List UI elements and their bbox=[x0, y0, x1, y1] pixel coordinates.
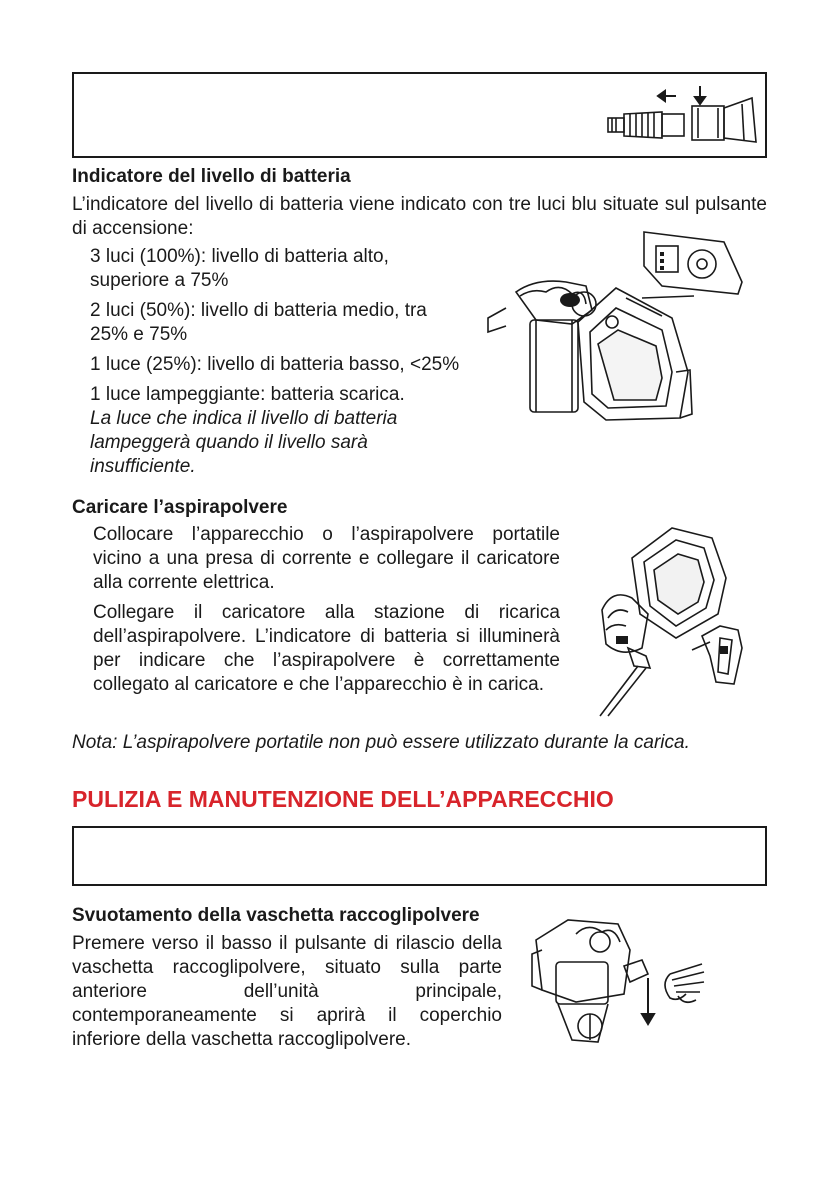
battery-level-item: 3 luci (100%): livello di batteria alto, superiore a 75% bbox=[90, 246, 389, 291]
battery-note: La luce che indica il livello di batteria lampeggerà quando il livello sarà insufficiente. bbox=[90, 408, 398, 477]
battery-levels-list bbox=[90, 245, 486, 479]
battery-level-item: 1 luce lampeggiante: batteria scarica. bbox=[90, 384, 405, 405]
battery-heading: Indicatore del livello di batteria bbox=[72, 166, 351, 187]
charging-paragraph-2: Collegare il caricatore alla stazione di ricarica dell’aspirapolvere. L’indicatore di batteria si illuminerà per indicare che l’aspirapolvere è correttamente collegato al caricatore e che l’apparecchio è in carica. bbox=[93, 602, 560, 695]
cleaning-info-box bbox=[72, 826, 767, 886]
charging-paragraph-1: Collocare l’apparecchio o l’aspirapolvere portatile vicino a una presa di corrente e collegare il caricatore alla corrente elettrica. bbox=[93, 524, 560, 593]
charging-note: Nota: L’aspirapolvere portatile non può essere utilizzato durante la carica. bbox=[72, 732, 690, 753]
battery-intro: L’indicatore del livello di batteria viene indicato con tre luci blu situate sul pulsante di accensione: bbox=[72, 194, 767, 239]
empty-bin-heading: Svuotamento della vaschetta raccoglipolvere bbox=[72, 905, 480, 926]
vacuum-charging-illustration bbox=[592, 518, 772, 718]
top-info-box bbox=[72, 72, 767, 158]
dust-bin-release-illustration bbox=[528, 910, 708, 1060]
charging-body bbox=[93, 523, 560, 697]
battery-level-item: 1 luce (25%): livello di batteria basso, <25% bbox=[90, 354, 460, 375]
empty-bin-text: Premere verso il basso il pulsante di rilascio della vaschetta raccoglipolvere, situato sulla parte anteriore dell’unità principale, contemporaneamente si aprirà il coperchio inferiore della vaschetta raccoglipolvere. bbox=[72, 933, 502, 1050]
battery-level-item: 2 luci (50%): livello di batteria medio, tra 25% e 75% bbox=[90, 300, 427, 345]
charging-heading: Caricare l’aspirapolvere bbox=[72, 497, 288, 518]
nozzle-attachment-illustration bbox=[602, 84, 762, 148]
vacuum-battery-indicator-illustration bbox=[476, 222, 771, 427]
cleaning-section-title: PULIZIA E MANUTENZIONE DELL’APPARECCHIO bbox=[72, 786, 614, 812]
